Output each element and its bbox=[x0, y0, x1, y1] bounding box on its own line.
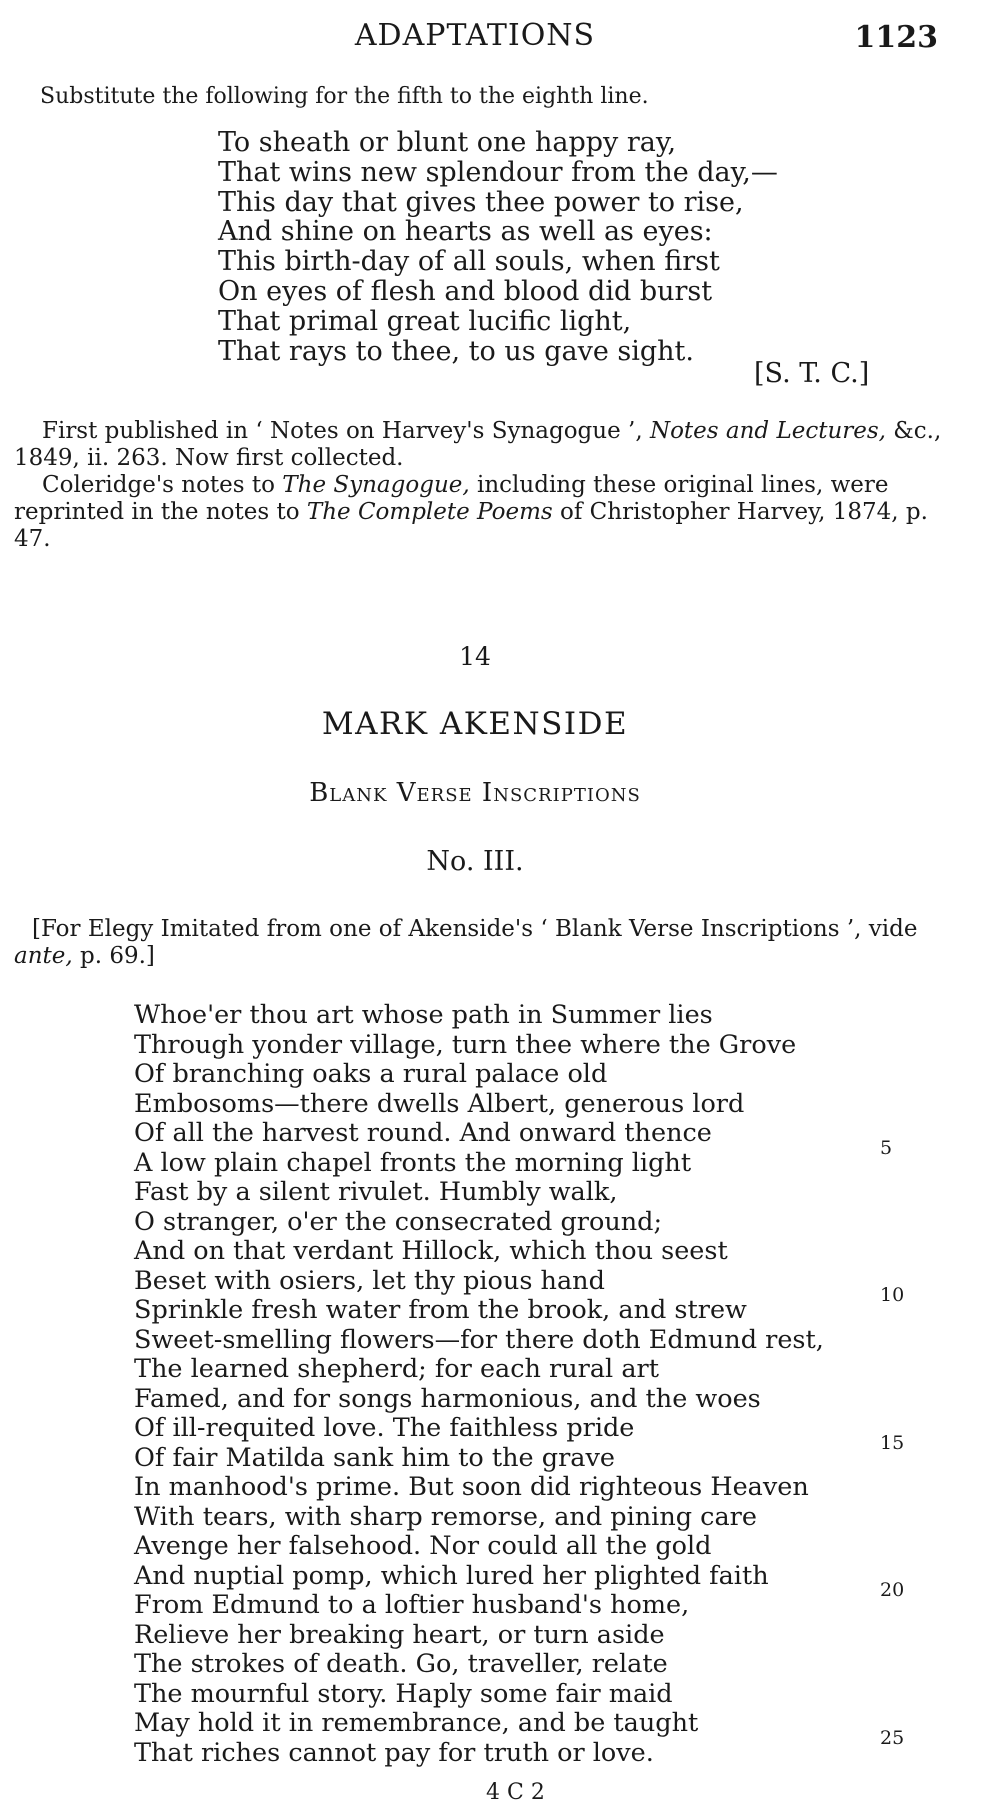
note-paragraph-1 bbox=[14, 418, 944, 472]
line-number: 25 bbox=[880, 1727, 905, 1749]
poem-line: Relieve her breaking heart, or turn aside bbox=[134, 1619, 665, 1650]
note-paragraph-2 bbox=[14, 472, 944, 553]
stanza-line: This day that gives thee power to rise, bbox=[218, 186, 744, 218]
poem-line: Sweet-smelling flowers—for there doth Edmund rest, bbox=[134, 1324, 824, 1355]
poem-line: Famed, and for songs harmonious, and the woes bbox=[134, 1383, 761, 1414]
stanza-line: To sheath or blunt one happy ray, bbox=[218, 127, 677, 158]
poem-line: O stranger, o'er the consecrated ground; bbox=[134, 1206, 663, 1237]
poem-group-title: Blank Verse Inscriptions bbox=[309, 778, 641, 808]
stanza-line: That wins new splendour from the day,— bbox=[218, 156, 778, 188]
poem-line: From Edmund to a loftier husband's home, bbox=[134, 1590, 690, 1620]
poem-line: Whoe'er thou art whose path in Summer lies bbox=[134, 1000, 713, 1030]
poem-line: That riches cannot pay for truth or love. bbox=[134, 1737, 654, 1768]
poem-line: Avenge her falsehood. Nor could all the gold bbox=[134, 1531, 712, 1561]
editorial-paragraph bbox=[14, 916, 944, 970]
signature-mark: 4 C 2 bbox=[486, 1780, 545, 1805]
poem-line: In manhood's prime. But soon did righteous Heaven bbox=[134, 1472, 809, 1502]
stanza-line: That rays to thee, to us gave sight. bbox=[218, 335, 694, 367]
poet-name: MARK AKENSIDE bbox=[321, 706, 629, 742]
stanza-line: On eyes of flesh and blood did burst bbox=[218, 275, 713, 307]
page-number: 1123 bbox=[854, 20, 938, 55]
poem-line: The strokes of death. Go, traveller, relate bbox=[134, 1649, 668, 1679]
note-text: First published in ‘ Notes on Harvey's Synagogue ’, bbox=[42, 418, 650, 444]
running-head: ADAPTATIONS bbox=[354, 18, 596, 53]
publication-note bbox=[14, 418, 944, 553]
note-text: Coleridge's notes to bbox=[42, 472, 283, 498]
poem-number: No. III. bbox=[426, 846, 524, 877]
note-italic: ante, bbox=[14, 943, 73, 969]
note-italic: The Synagogue, bbox=[282, 472, 470, 498]
poem-line: A low plain chapel fronts the morning light bbox=[134, 1147, 692, 1178]
note-text: of Christopher Harvey, 1874, p. 47. bbox=[14, 499, 928, 552]
note-text: [For Elegy Imitated from one of Akenside's ‘ Blank Verse Inscriptions ’, vide bbox=[32, 916, 918, 942]
attribution: [S. T. C.] bbox=[754, 358, 870, 389]
poem-line: Of branching oaks a rural palace old bbox=[134, 1059, 608, 1089]
poem-line: And on that verdant Hillock, which thou seest bbox=[134, 1236, 728, 1266]
poem-line: And nuptial pomp, which lured her plighted faith bbox=[134, 1560, 769, 1591]
poem-line: Fast by a silent rivulet. Humbly walk, bbox=[134, 1177, 618, 1207]
section-number: 14 bbox=[459, 642, 491, 671]
poem-line: Of fair Matilda sank him to the grave bbox=[134, 1442, 615, 1473]
instruction-text: Substitute the following for the fifth to the eighth line. bbox=[40, 84, 649, 109]
line-number: 5 bbox=[880, 1137, 893, 1159]
poem-line: Of all the harvest round. And onward thence bbox=[134, 1118, 712, 1148]
poem-line: Of ill-requited love. The faithless pride bbox=[134, 1413, 635, 1443]
line-number: 15 bbox=[880, 1432, 905, 1454]
poem-body bbox=[134, 1001, 824, 1768]
substitute-stanza bbox=[218, 128, 778, 366]
line-number: 10 bbox=[880, 1284, 905, 1306]
poem-line: Beset with osiers, let thy pious hand bbox=[134, 1265, 605, 1296]
poem-line: Through yonder village, turn thee where the Grove bbox=[134, 1029, 797, 1060]
poem-line: The mournful story. Haply some fair maid bbox=[134, 1678, 673, 1709]
editorial-note bbox=[14, 916, 944, 970]
note-italic: Notes and Lectures, bbox=[649, 418, 886, 444]
note-text: p. 69.] bbox=[72, 943, 155, 969]
note-italic: The Complete Poems bbox=[306, 499, 553, 525]
poem-line: With tears, with sharp remorse, and pining care bbox=[134, 1501, 757, 1532]
note-text: including these original lines, were reprinted in the notes to bbox=[14, 472, 889, 525]
stanza-line: And shine on hearts as well as eyes: bbox=[218, 216, 713, 248]
stanza-line: This birth-day of all souls, when first bbox=[218, 246, 720, 278]
stanza-line: That primal great lucific light, bbox=[218, 305, 632, 337]
poem-line: May hold it in remembrance, and be taught bbox=[134, 1708, 699, 1738]
poem-line: Embosoms—there dwells Albert, generous lord bbox=[134, 1088, 745, 1119]
note-text: &c., 1849, ii. 263. Now first collected. bbox=[14, 418, 942, 471]
line-number: 20 bbox=[880, 1579, 905, 1601]
poem-line: Sprinkle fresh water from the brook, and strew bbox=[134, 1295, 747, 1325]
poem-line: The learned shepherd; for each rural art bbox=[134, 1354, 659, 1384]
